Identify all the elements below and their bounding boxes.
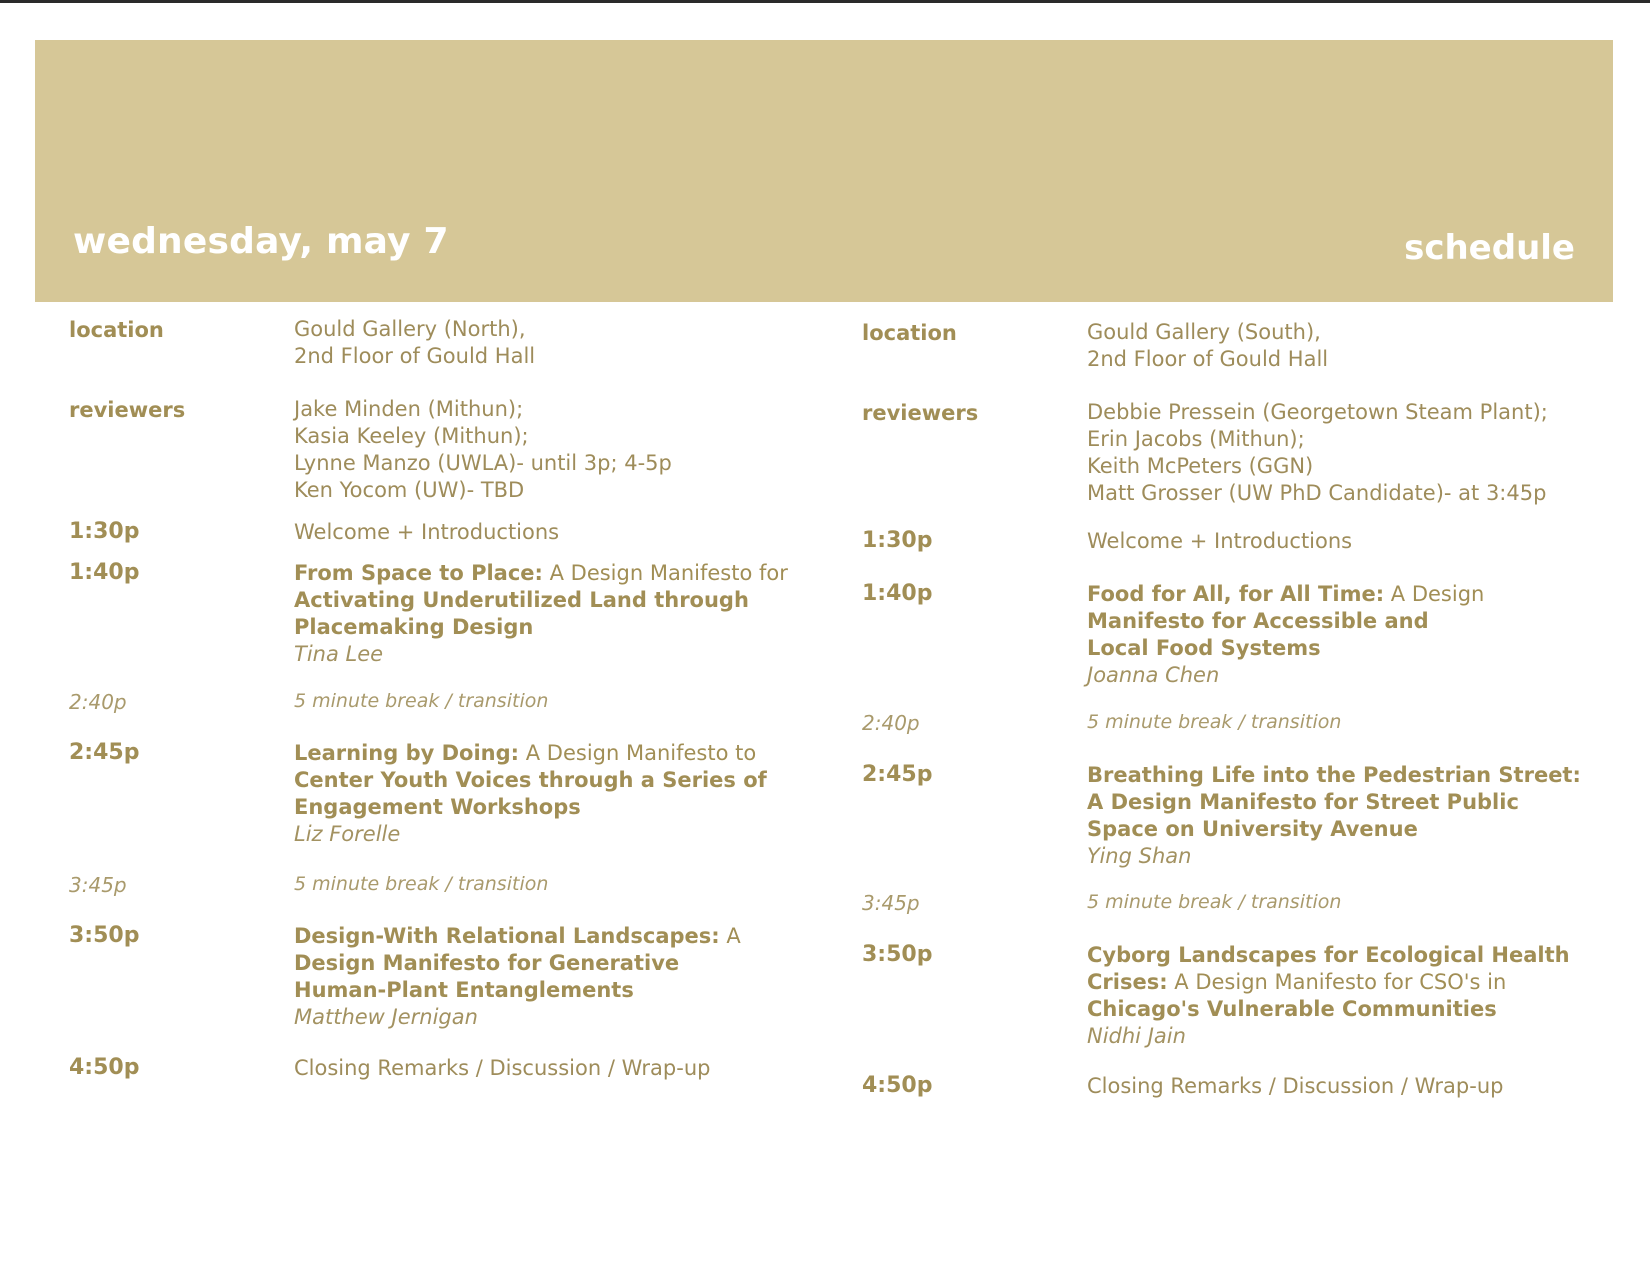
item-text: Welcome + Introductions — [294, 520, 560, 544]
presentation-title-line — [294, 560, 834, 587]
presentation-title-line: Center Youth Voices through a Series of — [294, 768, 767, 792]
reviewer-item: Kasia Keeley (Mithun); — [294, 424, 529, 448]
presentation-title-line — [1087, 581, 1627, 608]
reviewer-item: Debbie Pressein (Georgetown Steam Plant); — [1087, 400, 1548, 424]
break-text: 5 minute break / transition — [1087, 711, 1342, 733]
location-label: location — [862, 321, 957, 345]
reviewer-item: Keith McPeters (GGN) — [1087, 454, 1314, 478]
time-label: 3:50p — [69, 923, 140, 948]
location-value — [294, 316, 834, 370]
presenter-name: Ying Shan — [1087, 844, 1192, 868]
presentation-title-rest: A Design Manifesto for CSO's in — [1167, 970, 1507, 994]
presentation-title-rest: A — [719, 924, 741, 948]
presentation-title-line: Human-Plant Entanglements — [294, 978, 634, 1002]
presentation-title-line: Engagement Workshops — [294, 795, 581, 819]
presentation-title-line — [1087, 969, 1627, 996]
time-label: 2:45p — [862, 762, 933, 787]
presentation-title-rest: A Design Manifesto to — [519, 741, 757, 765]
presenter-name: Matthew Jernigan — [294, 1005, 478, 1029]
presentation — [1087, 581, 1627, 689]
presentation-title-line: Placemaking Design — [294, 615, 534, 639]
time-label: 1:30p — [69, 519, 140, 544]
break-text: 5 minute break / transition — [1087, 891, 1342, 913]
location-line: Gould Gallery (South), — [1087, 320, 1321, 344]
presentation-title-line — [294, 923, 834, 950]
presentation-title-line: Design Manifesto for Generative — [294, 951, 680, 975]
item-text: Closing Remarks / Discussion / Wrap-up — [1087, 1074, 1504, 1098]
time-label: 3:45p — [862, 891, 920, 915]
presentation-title-line: A Design Manifesto for Street Public — [1087, 790, 1519, 814]
presentation — [1087, 942, 1627, 1050]
reviewer-item: Jake Minden (Mithun); — [294, 397, 524, 421]
item-text: Welcome + Introductions — [1087, 529, 1353, 553]
location-line: 2nd Floor of Gould Hall — [1087, 347, 1329, 371]
header-banner — [35, 40, 1613, 302]
presenter-name: Tina Lee — [294, 642, 384, 666]
reviewers-label: reviewers — [862, 401, 979, 425]
time-label: 4:50p — [862, 1073, 933, 1098]
item-text: Closing Remarks / Discussion / Wrap-up — [294, 1056, 711, 1080]
presenter-name: Liz Forelle — [294, 822, 401, 846]
presentation — [294, 740, 834, 848]
presentation-title-line: Activating Underutilized Land through — [294, 588, 749, 612]
presentation-title-bold: From Space to Place: — [294, 561, 543, 585]
reviewers-label: reviewers — [69, 398, 186, 422]
time-label: 3:45p — [69, 873, 127, 897]
schedule-label: schedule — [1404, 228, 1575, 268]
presentation-title-line: Cyborg Landscapes for Ecological Health — [1087, 943, 1570, 967]
location-line: Gould Gallery (North), — [294, 317, 526, 341]
top-edge-line — [0, 0, 1650, 3]
presentation-title-line: Manifesto for Accessible and — [1087, 609, 1429, 633]
time-label: 2:40p — [69, 690, 127, 714]
reviewer-item: Matt Grosser (UW PhD Candidate)- at 3:45p — [1087, 481, 1547, 505]
presentation — [294, 560, 834, 668]
break-text: 5 minute break / transition — [294, 873, 549, 895]
presentation-title-line: Chicago's Vulnerable Communities — [1087, 997, 1497, 1021]
time-label: 1:30p — [862, 528, 933, 553]
day-title: wednesday, may 7 — [73, 221, 449, 262]
presentation-title-line: Space on University Avenue — [1087, 817, 1418, 841]
presentation-title-bold: Design-With Relational Landscapes: — [294, 924, 720, 948]
presentation-title-bold: Learning by Doing: — [294, 741, 520, 765]
time-label: 4:50p — [69, 1055, 140, 1080]
presentation-title-bold: Breathing Life into the Pedestrian Street: — [1087, 763, 1581, 787]
reviewer-item: Lynne Manzo (UWLA)- until 3p; 4-5p — [294, 451, 672, 475]
time-label: 2:45p — [69, 740, 140, 765]
location-line: 2nd Floor of Gould Hall — [294, 344, 536, 368]
reviewer-item: Erin Jacobs (Mithun); — [1087, 427, 1305, 451]
time-label: 3:50p — [862, 942, 933, 967]
presentation-title-rest: A Design — [1384, 582, 1485, 606]
reviewers-list — [294, 396, 834, 504]
presentation-title-line — [1087, 762, 1627, 789]
presenter-name: Nidhi Jain — [1087, 1024, 1186, 1048]
presentation-title-bold: Food for All, for All Time: — [1087, 582, 1385, 606]
presentation-title-rest: A Design Manifesto for — [542, 561, 788, 585]
time-label: 2:40p — [862, 711, 920, 735]
presentation-title-bold: Crises: — [1087, 970, 1168, 994]
location-label: location — [69, 318, 164, 342]
reviewer-item: Ken Yocom (UW)- TBD — [294, 478, 525, 502]
break-text: 5 minute break / transition — [294, 690, 549, 712]
location-value — [1087, 319, 1627, 373]
presenter-name: Joanna Chen — [1087, 663, 1220, 687]
presentation — [294, 923, 834, 1031]
time-label: 1:40p — [862, 581, 933, 606]
presentation — [1087, 762, 1627, 870]
reviewers-list — [1087, 399, 1627, 507]
time-label: 1:40p — [69, 560, 140, 585]
presentation-title-line — [294, 740, 834, 767]
presentation-title-line: Local Food Systems — [1087, 636, 1321, 660]
